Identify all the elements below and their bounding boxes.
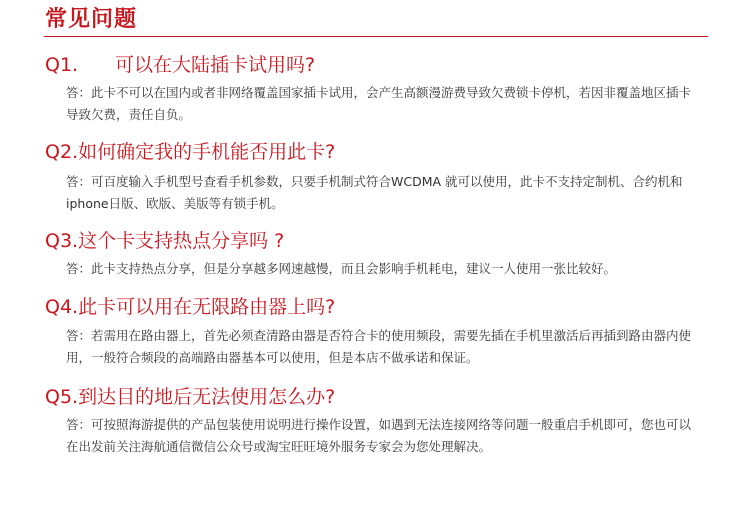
- faq-question-5: [45, 385, 335, 409]
- faq-answer-5: 答：可按照海游提供的产品包装使用说明进行操作设置，如遇到无法连接网络等问题一般重启手机即可，您也可以在出发前关注海航通信微信公众号或淘宝旺旺境外服务专家会为您处理解决。: [66, 417, 692, 454]
- question-text: 可以在大陆插卡试用吗?: [115, 54, 316, 76]
- question-text: 这个卡支持热点分享吗 ?: [78, 230, 285, 252]
- faq-answer-1: 答：此卡不可以在国内或者非网络覆盖国家插卡试用，会产生高额漫游费导致欠费锁卡停机，若因非覆盖地区插卡导致欠费，责任自负。: [66, 85, 692, 122]
- question-text: 如何确定我的手机能否用此卡?: [78, 141, 336, 163]
- question-text: 此卡可以用在无限路由器上吗?: [78, 296, 336, 318]
- question-number: Q5.: [45, 386, 79, 408]
- question-text: 到达目的地后无法使用怎么办?: [78, 386, 336, 408]
- question-number: Q1.: [45, 54, 79, 76]
- faq-question-4: [45, 295, 335, 319]
- faq-answer-2: 答：可百度输入手机型号查看手机参数，只要手机制式符合WCDMA 就可以使用，此卡不支持定制机、合约机和iphone日版、欧版、美版等有锁手机。: [66, 174, 683, 211]
- faq-answer-3: 答：此卡支持热点分享，但是分享越多网速越慢，而且会影响手机耗电，建议一人使用一张比较好。: [66, 261, 617, 276]
- faq-answer-4: 答：若需用在路由器上，首先必须查清路由器是否符合卡的使用频段，需要先插在手机里激活后再插到路由器内使用，一般符合频段的高端路由器基本可以使用，但是本店不做承诺和保证。: [66, 328, 692, 365]
- title-divider: [44, 36, 708, 37]
- question-number: Q3.: [45, 230, 79, 252]
- faq-question-2: [45, 140, 335, 164]
- page-title: 常见问题: [45, 7, 138, 32]
- question-number: Q2.: [45, 141, 79, 163]
- faq-question-3: [45, 229, 284, 253]
- faq-question-1: [45, 53, 315, 77]
- question-number: Q4.: [45, 296, 79, 318]
